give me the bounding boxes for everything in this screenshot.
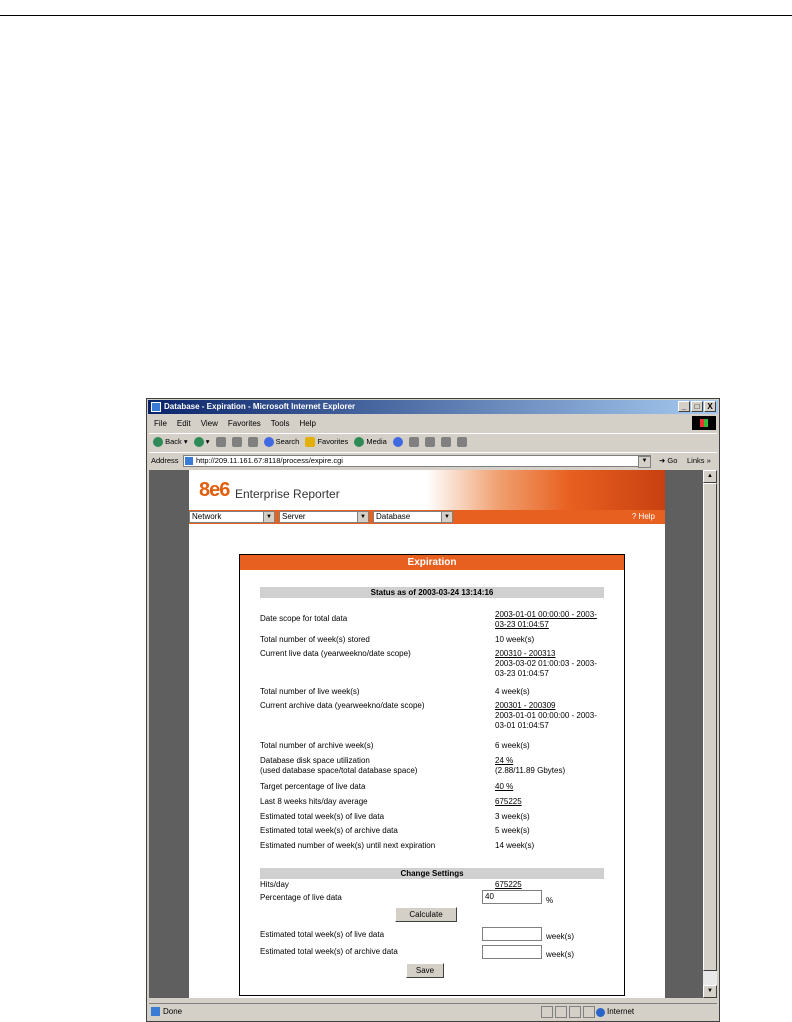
- favorites-icon: [305, 437, 315, 447]
- archive-date-scope: 2003-01-01 00:00:00 - 2003-03-01 01:04:57: [495, 711, 597, 730]
- menu-bar: [149, 416, 717, 430]
- live-weeks-input[interactable]: [482, 927, 542, 941]
- weeks-stored-value[interactable]: 10 week(s): [495, 635, 535, 644]
- row-label: Target percentage of live data: [260, 782, 366, 791]
- target-percentage-link[interactable]: 40 %: [495, 782, 514, 791]
- brand-name: Enterprise Reporter: [235, 487, 340, 501]
- help-link[interactable]: ? Help: [631, 512, 655, 521]
- go-button[interactable]: ➜ Go: [659, 456, 678, 465]
- mail-icon[interactable]: [409, 437, 419, 447]
- back-arrow-icon: [153, 437, 163, 447]
- row-label: Total number of week(s) stored: [260, 635, 370, 644]
- est-archive-weeks-value[interactable]: 5 week(s): [495, 826, 530, 835]
- archive-weeks-value[interactable]: 6 week(s): [495, 741, 530, 750]
- percentage-label: Percentage of live data: [260, 893, 342, 902]
- ie-icon: [151, 402, 161, 412]
- live-weeks-value[interactable]: 4 week(s): [495, 687, 530, 696]
- row-label: (used database space/total database space): [260, 766, 418, 775]
- hits-average-link[interactable]: 675225: [495, 797, 522, 806]
- calculate-button[interactable]: Calculate: [395, 907, 457, 922]
- window-title: Database - Expiration - Microsoft Internet Explorer: [164, 402, 356, 411]
- brand-logo: 8e6: [199, 479, 230, 501]
- stop-icon[interactable]: [216, 437, 226, 447]
- row-label: Estimated total week(s) of live data: [260, 812, 385, 821]
- scroll-down-icon[interactable]: ▼: [703, 985, 717, 998]
- archive-weeks-label: Estimated total week(s) of archive data: [260, 947, 398, 956]
- page-viewport: [149, 470, 705, 998]
- vertical-scrollbar[interactable]: [703, 470, 717, 998]
- zone-text: Internet: [607, 1007, 635, 1016]
- menu-view[interactable]: View: [200, 418, 218, 428]
- help-icon: ?: [631, 512, 637, 521]
- status-cell: [569, 1006, 581, 1018]
- row-label: Estimated number of week(s) until next expiration: [260, 841, 436, 850]
- status-cell: [541, 1006, 553, 1018]
- archive-range-link[interactable]: 200301 - 200309: [495, 701, 556, 710]
- windows-logo-icon: [692, 416, 716, 430]
- weeks-unit: week(s): [546, 950, 575, 959]
- page-icon: [151, 1007, 160, 1016]
- row-label: Estimated total week(s) of archive data: [260, 826, 398, 835]
- search-button[interactable]: Search: [264, 437, 300, 447]
- address-label: Address: [151, 456, 179, 465]
- page-top-rule: [0, 15, 792, 16]
- address-input[interactable]: http://209.11.161.67:8118/process/expire.cgi: [183, 455, 651, 467]
- toolbar: [149, 433, 717, 450]
- media-icon: [354, 437, 364, 447]
- forward-arrow-icon: [194, 437, 204, 447]
- row-label: Total number of live week(s): [260, 687, 360, 696]
- server-select[interactable]: Server ▼: [279, 511, 369, 523]
- search-icon: [264, 437, 274, 447]
- disk-utilization-link[interactable]: 24 %: [495, 756, 514, 765]
- edit-icon[interactable]: [441, 437, 451, 447]
- live-range-link[interactable]: 200310 - 200313: [495, 649, 556, 658]
- network-select[interactable]: Network ▼: [189, 511, 275, 523]
- menu-tools[interactable]: Tools: [270, 418, 290, 428]
- home-icon[interactable]: [248, 437, 258, 447]
- status-cell: [555, 1006, 567, 1018]
- chevron-down-icon: ▼: [263, 512, 274, 522]
- row-label: Database disk space utilization: [260, 756, 370, 765]
- row-label: Current archive data (yearweekno/date scope): [260, 701, 425, 710]
- close-button[interactable]: X: [704, 401, 716, 412]
- links-button[interactable]: Links »: [687, 456, 711, 465]
- favorites-button[interactable]: Favorites: [305, 437, 348, 447]
- chevron-down-icon: ▼: [357, 512, 368, 522]
- page-icon: [185, 457, 193, 465]
- archive-weeks-input[interactable]: [482, 945, 542, 959]
- menu-favorites[interactable]: Favorites: [227, 418, 261, 428]
- back-button[interactable]: Back ▾: [153, 437, 188, 447]
- row-label: Date scope for total data: [260, 614, 348, 623]
- live-weeks-label: Estimated total week(s) of live data: [260, 930, 385, 939]
- panel-title: Expiration: [240, 555, 624, 570]
- address-bar: [149, 452, 717, 469]
- discuss-icon[interactable]: [457, 437, 467, 447]
- globe-icon: [596, 1008, 605, 1017]
- history-icon[interactable]: [393, 437, 403, 447]
- row-label: Last 8 weeks hits/day average: [260, 797, 368, 806]
- row-label: Total number of archive week(s): [260, 741, 374, 750]
- weeks-unit: week(s): [546, 932, 575, 941]
- title-bar: [148, 400, 718, 414]
- expiration-panel: [239, 554, 625, 996]
- percent-unit: %: [546, 896, 554, 905]
- minimize-button[interactable]: _: [678, 401, 690, 412]
- menu-file[interactable]: File: [154, 418, 167, 428]
- refresh-icon[interactable]: [232, 437, 242, 447]
- change-settings-heading: Change Settings: [260, 868, 604, 879]
- menu-help[interactable]: Help: [299, 418, 316, 428]
- status-cell: [583, 1006, 595, 1018]
- next-expiration-value[interactable]: 14 week(s): [495, 841, 535, 850]
- est-live-weeks-value[interactable]: 3 week(s): [495, 812, 530, 821]
- status-bar: [149, 1003, 717, 1020]
- nav-row: [189, 510, 665, 524]
- maximize-button[interactable]: □: [691, 401, 703, 412]
- date-scope-link[interactable]: 2003-01-01 00:00:00 - 2003-03-23 01:04:57: [495, 610, 597, 629]
- browser-window: [146, 398, 720, 1022]
- status-text: Done: [163, 1007, 183, 1016]
- menu-edit[interactable]: Edit: [176, 418, 191, 428]
- live-date-scope: 2003-03-02 01:00:03 - 2003-03-23 01:04:57: [495, 659, 597, 678]
- forward-button[interactable]: ▾: [194, 437, 210, 447]
- row-label: Current live data (yearweekno/date scope): [260, 649, 411, 658]
- status-heading: Status as of 2003-03-24 13:14:16: [260, 587, 604, 598]
- percentage-input[interactable]: 40: [482, 890, 542, 904]
- web-page: [189, 470, 665, 998]
- scroll-up-icon[interactable]: ▲: [703, 470, 717, 483]
- address-dropdown-icon[interactable]: ▼: [638, 456, 651, 468]
- hits-value: 675225: [495, 880, 522, 889]
- save-button[interactable]: Save: [406, 963, 444, 978]
- scroll-thumb[interactable]: [703, 483, 717, 971]
- print-icon[interactable]: [425, 437, 435, 447]
- database-select[interactable]: Database ▼: [373, 511, 453, 523]
- media-button[interactable]: Media: [354, 437, 387, 447]
- chevron-down-icon: ▼: [441, 512, 452, 522]
- app-banner: [189, 470, 665, 510]
- disk-space-value: (2.88/11.89 Gbytes): [495, 766, 566, 775]
- hits-label: Hits/day: [260, 880, 289, 889]
